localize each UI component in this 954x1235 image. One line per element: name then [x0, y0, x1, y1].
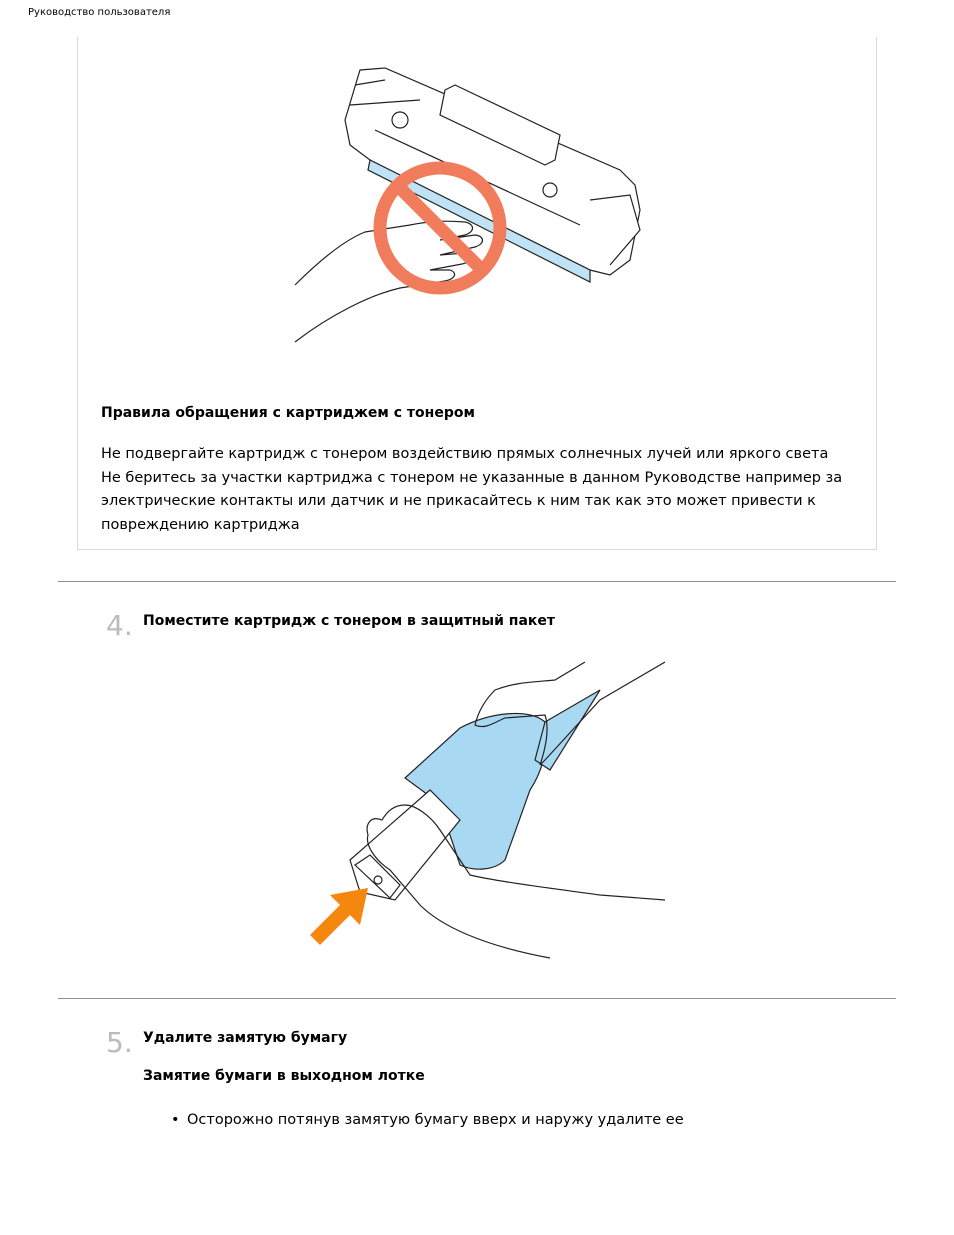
step-title: Поместите картридж с тонером в защитный пакет [143, 613, 556, 629]
section-divider [58, 998, 896, 999]
list-item [171, 1112, 684, 1128]
list-item-text: Осторожно потянув замятую бумагу вверх и наружу удалите ее [187, 1112, 684, 1128]
step-title: Удалите замятую бумагу [143, 1030, 348, 1046]
toner-cartridge-drawing [350, 790, 460, 900]
bullet-icon: • [171, 1112, 180, 1128]
note-line-2: Не беритесь за участки картриджа с тонером не указанные в данном Руководстве например за электрические контакты или датчик и не прикасайтесь к ним так как это может привести к повреждению картриджа [101, 469, 843, 533]
section-divider [58, 581, 896, 582]
note-body [101, 443, 871, 537]
step-number: 4. [106, 609, 133, 642]
document-header: Руководство пользователя [28, 7, 171, 18]
note-title: Правила обращения с картриджем с тонером [101, 405, 475, 421]
insert-arrow-icon [310, 888, 368, 945]
cartridge-do-not-touch-illustration [290, 60, 660, 350]
step-number: 5. [106, 1026, 133, 1059]
subheading: Замятие бумаги в выходном лотке [143, 1068, 425, 1084]
note-line-1: Не подвергайте картридж с тонером воздействию прямых солнечных лучей или яркого света [101, 446, 829, 462]
cartridge-into-bag-illustration [300, 660, 665, 960]
